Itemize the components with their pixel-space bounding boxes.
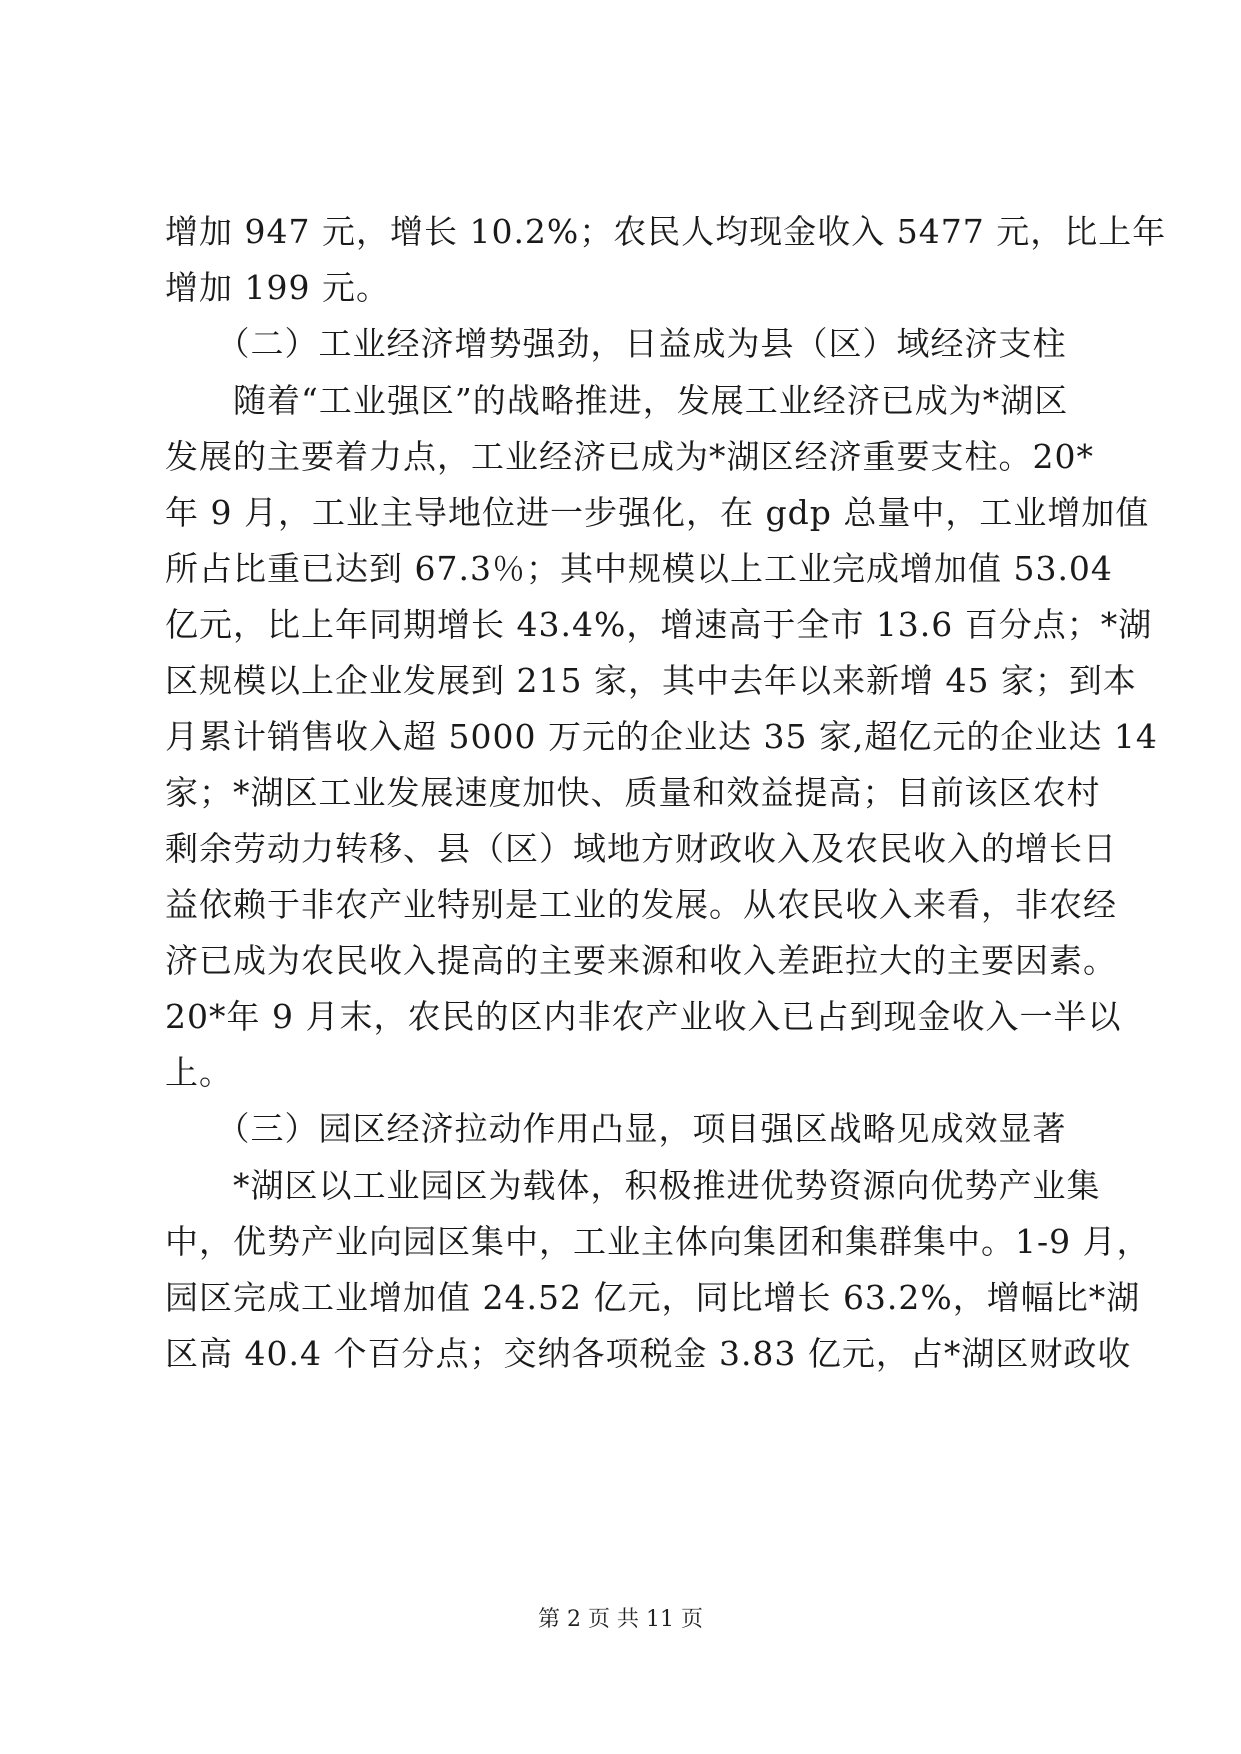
text-line: *湖区以工业园区为载体，积极推进优势资源向优势产业集: [165, 1166, 1101, 1205]
text-line: 济已成为农民收入提高的主要来源和收入差距拉大的主要因素。: [165, 941, 1117, 980]
text-line: 益依赖于非农产业特别是工业的发展。从农民收入来看，非农经: [165, 885, 1117, 924]
text-line: 上。: [165, 1053, 233, 1092]
text-line: 增加 199 元。: [165, 268, 390, 307]
text-line: 发展的主要着力点，工业经济已成为*湖区经济重要支柱。20*: [165, 437, 1094, 476]
text-line: 年 9 月，工业主导地位进一步强化，在 gdp 总量中，工业增加值: [165, 493, 1150, 532]
text-line: 所占比重已达到 67.3％；其中规模以上工业完成增加值 53.04: [165, 549, 1113, 588]
text-line: 月累计销售收入超 5000 万元的企业达 35 家,超亿元的企业达 14: [165, 717, 1158, 756]
text-line: 区规模以上企业发展到 215 家，其中去年以来新增 45 家；到本: [165, 661, 1137, 700]
text-line: 剩余劳动力转移、县（区）域地方财政收入及农民收入的增长日: [165, 829, 1117, 868]
text-line: 园区完成工业增加值 24.52 亿元，同比增长 63.2%，增幅比*湖: [165, 1278, 1141, 1317]
text-line: 中，优势产业向园区集中，工业主体向集团和集群集中。1-9 月，: [165, 1222, 1151, 1261]
text-line: 增加 947 元，增长 10.2%；农民人均现金收入 5477 元，比上年: [165, 212, 1167, 251]
text-line: 亿元，比上年同期增长 43.4%，增速高于全市 13.6 百分点；*湖: [165, 605, 1153, 644]
section-heading: （二）工业经济增势强劲，日益成为县（区）域经济支柱: [165, 324, 1067, 363]
text-line: 随着“工业强区”的战略推进，发展工业经济已成为*湖区: [165, 381, 1069, 420]
text-line: 区高 40.4 个百分点；交纳各项税金 3.83 亿元，占*湖区财政收: [165, 1334, 1132, 1373]
page-number-footer: 第 2 页 共 11 页: [538, 1607, 703, 1632]
section-heading: （三）园区经济拉动作用凸显，项目强区战略见成效显著: [165, 1109, 1067, 1148]
text-line: 家；*湖区工业发展速度加快、质量和效益提高；目前该区农村: [165, 773, 1101, 812]
text-line: 20*年 9 月末，农民的区内非农产业收入已占到现金收入一半以: [165, 997, 1122, 1036]
